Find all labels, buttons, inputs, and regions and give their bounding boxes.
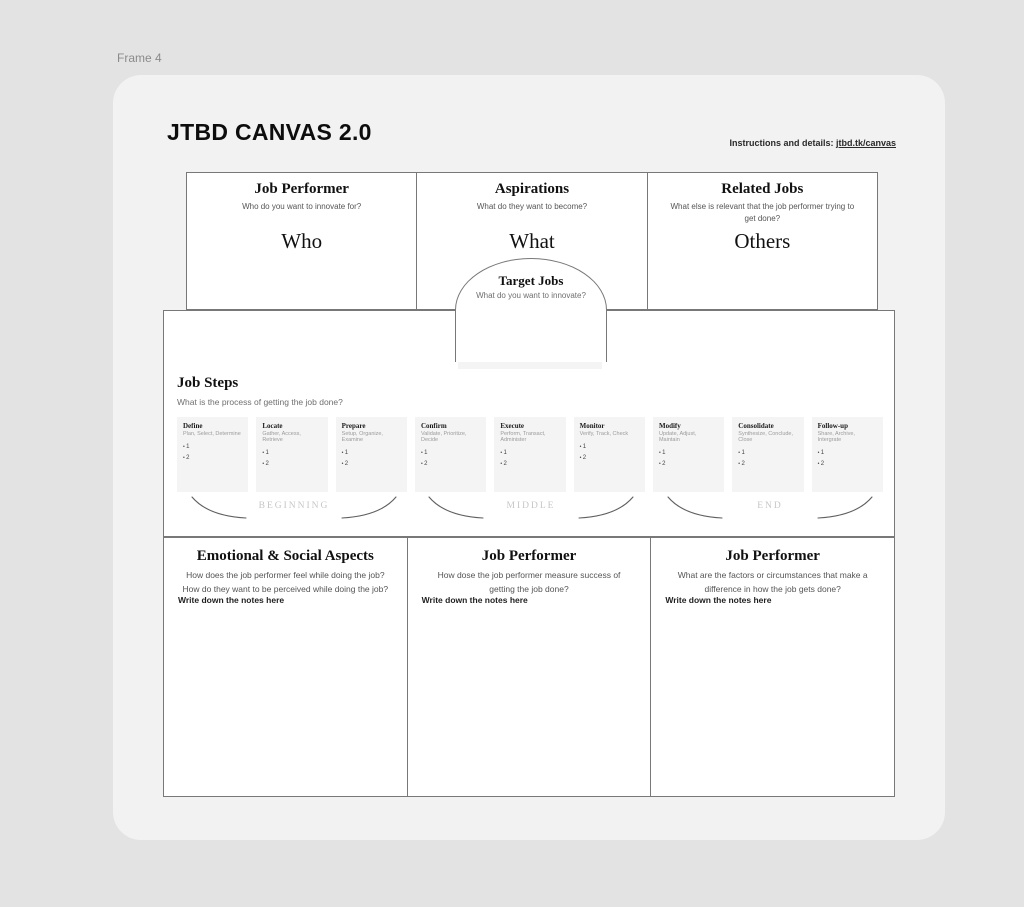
box-keyword: What: [509, 229, 555, 253]
phase-label-beginning: BEGINNING: [258, 501, 330, 511]
notes-placeholder[interactable]: Write down the notes here: [178, 595, 285, 605]
frame-label[interactable]: Frame 4: [117, 51, 162, 65]
phase-label-end: END: [757, 501, 783, 511]
step-bullet: • 2: [500, 459, 559, 470]
step-bullet: • 1: [183, 442, 242, 453]
job-steps-subtitle: What is the process of getting the job done?: [177, 397, 343, 407]
box-related-jobs: [647, 172, 878, 310]
job-steps-cards: [177, 417, 883, 492]
step-card-modify: [653, 417, 724, 492]
instructions-line: [729, 138, 896, 148]
step-actions: Update, Adjust, Maintain: [658, 431, 697, 443]
instructions-link[interactable]: jtbd.tk/canvas: [835, 138, 896, 148]
step-bullet: • 1: [659, 448, 718, 459]
step-card-confirm: [415, 417, 486, 492]
step-name: Follow-up: [817, 422, 848, 430]
step-card-prepare: [336, 417, 407, 492]
step-actions: Synthesize, Conclude, Close: [738, 431, 794, 443]
step-bullet: • 1: [738, 448, 797, 459]
step-actions: Perform, Transact, Administer: [500, 431, 546, 443]
instructions-prefix: Instructions and details:: [729, 138, 836, 148]
step-bullet: • 1: [818, 448, 877, 459]
step-actions: Share, Archive, Intergrate: [817, 431, 855, 443]
box-keyword: Who: [281, 229, 323, 253]
box-emotional-social-aspects: [163, 537, 408, 797]
step-bullet: • 2: [818, 459, 877, 470]
step-actions: Plan, Select, Determine: [183, 431, 241, 437]
notes-placeholder[interactable]: Write down the notes here: [665, 595, 772, 605]
box-subtitle: What else is relevant that the job performer trying to get done?: [670, 202, 855, 224]
step-name: Modify: [658, 422, 681, 430]
job-steps-title: Job Steps: [177, 375, 239, 391]
step-bullet: • 1: [500, 448, 559, 459]
notes-placeholder[interactable]: Write down the notes here: [421, 595, 528, 605]
box-subtitle: What do they want to become?: [476, 202, 588, 211]
box-title: Emotional & Social Aspects: [196, 548, 374, 564]
jtbd-canvas-frame: [113, 75, 945, 840]
box-job-performer-success: [407, 537, 652, 797]
step-card-define: [177, 417, 248, 492]
bottom-row: [163, 537, 895, 797]
step-bullet: • 2: [183, 453, 242, 464]
box-question: How do they want to be perceived while doing the job?: [182, 584, 389, 595]
box-question: How does the job performer feel while doing the job?: [186, 570, 385, 580]
step-card-consolidate: [732, 417, 803, 492]
box-title: Job Performer: [725, 548, 820, 564]
phase-label-middle: MIDDLE: [506, 501, 556, 511]
box-title: Related Jobs: [721, 181, 804, 197]
box-job-performer-who: [186, 172, 417, 310]
step-name: Define: [183, 422, 203, 430]
step-name: Prepare: [341, 422, 366, 430]
box-question: How dose the job performer measure success of getting the job done?: [437, 570, 621, 595]
step-bullet: • 1: [342, 448, 401, 459]
box-subtitle: Who do you want to innovate for?: [242, 202, 362, 211]
step-bullet: • 2: [738, 459, 797, 470]
step-bullet: • 1: [580, 442, 639, 453]
target-jobs-subtitle: What do you want to innovate?: [476, 291, 586, 300]
step-card-locate: [256, 417, 327, 492]
step-bullet: • 2: [421, 459, 480, 470]
page-title: JTBD CANVAS 2.0: [167, 119, 372, 145]
step-name: Monitor: [579, 422, 605, 430]
step-actions: Verify, Track, Check: [579, 431, 629, 437]
step-bullet: • 1: [262, 448, 321, 459]
step-name: Locate: [262, 422, 283, 430]
box-title: Job Performer: [254, 181, 349, 197]
step-name: Execute: [500, 422, 525, 430]
step-bullet: • 1: [421, 448, 480, 459]
step-card-monitor: [574, 417, 645, 492]
box-keyword: Others: [734, 229, 791, 253]
step-card-follow-up: [812, 417, 883, 492]
step-actions: Validate, Prioritize, Decide: [420, 431, 467, 443]
step-card-execute: [494, 417, 565, 492]
box-title: Aspirations: [494, 181, 570, 197]
step-bullet: • 2: [659, 459, 718, 470]
step-bullet: • 2: [342, 459, 401, 470]
box-job-performer-factors: [650, 537, 895, 797]
step-name: Confirm: [420, 422, 447, 430]
step-bullet: • 2: [262, 459, 321, 470]
target-jobs-semicircle: [455, 258, 607, 362]
step-bullet: • 2: [580, 453, 639, 464]
box-question: What are the factors or circumstances that make a difference in how the job gets done?: [677, 570, 868, 595]
step-actions: Gather, Access, Retrieve: [262, 431, 301, 443]
target-jobs-title: Target Jobs: [498, 273, 564, 288]
box-title: Job Performer: [481, 548, 577, 564]
step-actions: Setup, Organize, Examine: [341, 431, 383, 443]
step-name: Consolidate: [738, 422, 774, 430]
